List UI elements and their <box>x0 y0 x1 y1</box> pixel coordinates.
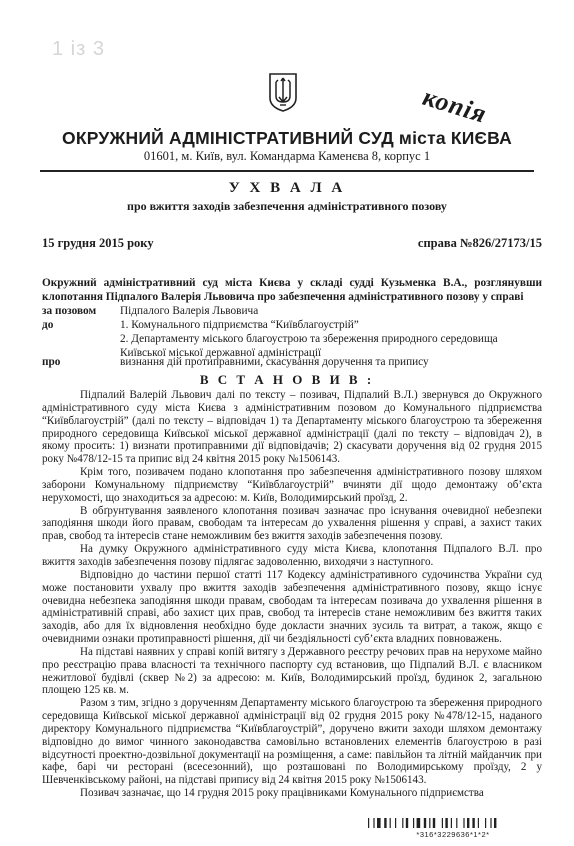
barcode-number: *316*3229636*1*2* <box>416 830 490 839</box>
body-paragraph: В обґрунтування заявленого клопотання позивач зазначає про існування очевидної небезпеки заподіяння шкоди його правам, свободам та інтересам до ухвалення рішення у справі, а захист таких прав, свобод та інтересів стане неможливим без вжиття заходів забезпечення позову. <box>42 504 542 543</box>
body-paragraph: Разом з тим, згідно з дорученням Департаменту міського благоустрою та збереження природного середовища Київської міської державної адміністрації від 02 грудня 2015 року №478/12-15, наданого директору Комунального підприємства “Київблагоустрій”, доручено вжити заходи шляхом демонтажу відповідно до вимог чинного законодавства самовільно встановлених елементів благоустрою в разі відсутності проектно-дозвільної документації на розміщення, а саме: павільйон та літній майданчик при кафе, барі чи ресторані (всесезонний), що розташовані по Володимирському проїзду, 2 у Шевченківському районі, на підставі припису від 24 квітня 2015 року №1506143. <box>42 697 542 787</box>
court-address: 01601, м. Київ, вул. Командарма Каменєва 8, корпус 1 <box>143 149 431 163</box>
party-label: про <box>42 356 61 368</box>
document-subtitle: про вжиття заходів забезпечення адміністративного позову <box>127 199 447 213</box>
court-name: ОКРУЖНИЙ АДМІНІСТРАТИВНИЙ СУД міста КИЄВА <box>62 128 512 148</box>
body-paragraph: Підпалий Валерій Львович далі по тексту – позивач, Підпалий В.Л.) звернувся до Окружного адміністративного суду міста Києва з адміністративним позовом до Комунального підприємства “Київблагоустрій” (далі по тексту – відповідач 1) та Департаменту міського благоустрою та збереження природного середовища Київської міської державної адміністрації (далі по тексту – відповідач 2), в якому просить: 1) визнати протиправними дії відповідачів; 2) скасувати доручення від 02 грудня 2015 року №478/12-15 та припис від 24 квітня 2015 року №1506143. <box>42 389 542 466</box>
barcode <box>368 818 538 828</box>
document-date: 15 грудня 2015 року <box>42 236 154 250</box>
header-divider <box>40 170 534 172</box>
document-body <box>42 389 542 800</box>
body-paragraph: На підставі наявних у справі копій витягу з Державного реєстру речових прав на нерухоме майно про реєстрацію права власності та технічного паспорту суд встановив, що Підпалий В.Л. є власником нежитлової будівлі (сквер №2) за адресою: м. Київ, Володимирський проїзд, будинок 2, загальною площею 125 кв. м. <box>42 645 542 697</box>
party-label: за позовом <box>42 305 97 317</box>
copy-stamp: копія <box>419 82 491 129</box>
section-heading: В С Т А Н О В И В : <box>199 372 375 387</box>
body-paragraph: Крім того, позивачем подано клопотання про забезпечення адміністративного позову шляхом заборони Комунальному підприємству “Київблагоустрій” вчиняти дії щодо демонтажу об’єкта нерухомості, що знаходиться за адресою: м. Київ, Володимирський проїзд, 2. <box>42 466 542 504</box>
case-number: справа №826/27173/15 <box>417 236 542 250</box>
body-paragraph: На думку Окружного адміністративного суду міста Києва, клопотання Підпалого В.Л. про вжиття заходів забезпечення позову підлягає задоволенню, виходячи з наступного. <box>42 543 542 568</box>
document-title: У Х В А Л А <box>228 180 346 196</box>
page-number: 1 із 3 <box>52 38 105 60</box>
party-label: до <box>42 319 54 331</box>
body-paragraph: Відповідно до частини першої статті 117 Кодексу адміністративного судочинства України суд може постановити ухвалу про вжиття заходів забезпечення адміністративного позову, якщо існує очевидна небезпека заподіяння шкоди правам, свободам та інтересам позивача до ухвалення рішення в адміністративній справі, або захист цих прав, свобод та інтересів стане неможливим без вжиття таких заходів, або для їх відновлення необхідно буде докласти значних зусиль та витрат, а також, якщо є очевидними ознаки протиправності рішення, дії чи бездіяльності суб’єкта владних повноважень. <box>42 568 542 646</box>
party-value: визнання дій протиправними, скасування доручення та припису <box>120 356 429 368</box>
party-value: Підпалого Валерія Львовича <box>120 305 259 317</box>
body-paragraph: Позивач зазначає, що 14 грудня 2015 року працівниками Комунального підприємства <box>80 787 484 800</box>
party-value: 1. Комунального підприємства “Київблагоустрій” <box>120 319 359 331</box>
intro-paragraph: Окружний адміністративний суд міста Києва у складі судді Кузьменка В.А., розглянувши клопотання Підпалого Валерія Львовича про забезпечення адміністративного позову у справі <box>42 277 542 303</box>
coat-of-arms-icon <box>268 72 298 112</box>
party-value: 2. Департаменту міського благоустрою та збереження природного середовища Київської міської державної адміністрації <box>120 333 498 359</box>
